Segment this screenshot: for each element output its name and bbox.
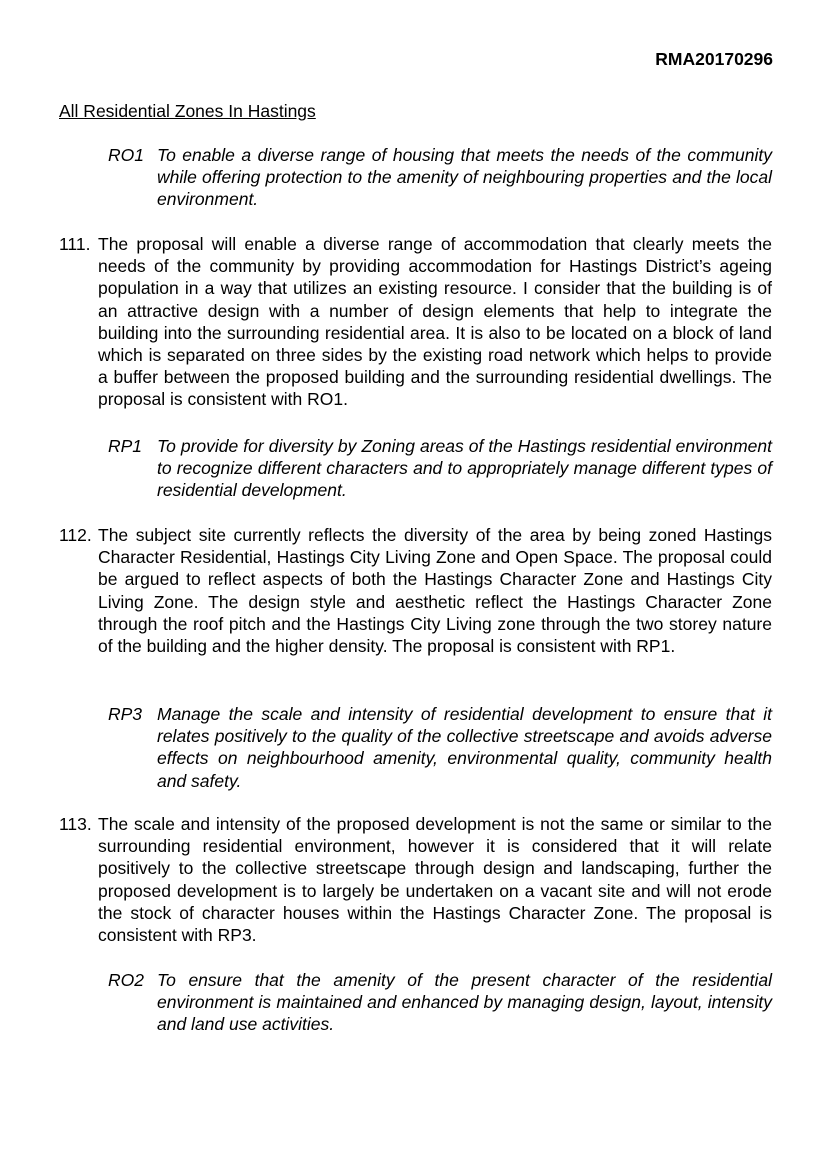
objective-text: To ensure that the amenity of the present character of the residential environment is maintained and enhanced by managing design, layout, intensity and land use activities.	[157, 970, 772, 1035]
document-reference: RMA20170296	[655, 49, 773, 69]
objective-rp3	[108, 703, 772, 792]
objective-code: RP1	[108, 436, 143, 456]
objective-code: RP3	[108, 704, 143, 724]
paragraph-112	[59, 524, 772, 657]
paragraph-text: The proposal will enable a diverse range of accommodation that clearly meets the needs of the community by providing accommodation for Hastings District’s ageing population in a way that utilizes an existing resource. I consider that the building is of an attractive design with a number of design elements that help to integrate the building into the surrounding residential area. It is also to be located on a block of land which is separated on three sides by the existing road network which helps to provide a buffer between the proposed building and the surrounding residential dwellings. The proposal is consistent with RO1.	[98, 234, 772, 410]
paragraph-number: 111.	[59, 234, 91, 254]
objective-ro1	[108, 144, 772, 211]
paragraph-111	[59, 233, 772, 411]
paragraph-113	[59, 813, 772, 946]
objective-code: RO1	[108, 145, 144, 165]
objective-rp1	[108, 435, 772, 502]
section-heading: All Residential Zones In Hastings	[59, 101, 316, 121]
objective-text: Manage the scale and intensity of residential development to ensure that it relates positively to the quality of the collective streetscape and avoids adverse effects on neighbourhood amenity, environmental quality, community health and safety.	[157, 704, 772, 791]
paragraph-number: 112.	[59, 525, 92, 545]
paragraph-text: The subject site currently reflects the diversity of the area by being zoned Hastings Character Residential, Hastings City Living Zone and Open Space. The proposal could be argued to reflect aspects of both the Hastings Character Zone and Hastings City Living Zone. The design style and aesthetic reflect the Hastings Character Zone through the roof pitch and the Hastings City Living zone through the two storey nature of the building and the higher density. The proposal is consistent with RP1.	[98, 525, 772, 657]
objective-text: To enable a diverse range of housing that meets the needs of the community while offering protection to the amenity of neighbouring properties and the local environment.	[157, 145, 772, 210]
paragraph-text: The scale and intensity of the proposed development is not the same or similar to the surrounding residential environment, however it is considered that it will relate positively to the collective streetscape through design and landscaping, further the proposed development is to largely be undertaken on a vacant site and will not erode the stock of character houses within the Hastings Character Zone. The proposal is consistent with RP3.	[98, 814, 772, 946]
objective-code: RO2	[108, 970, 144, 990]
objective-ro2	[108, 969, 772, 1036]
objective-text: To provide for diversity by Zoning areas of the Hastings residential environment to recognize different characters and to appropriately manage different types of residential development.	[157, 436, 772, 501]
paragraph-number: 113.	[59, 814, 92, 834]
